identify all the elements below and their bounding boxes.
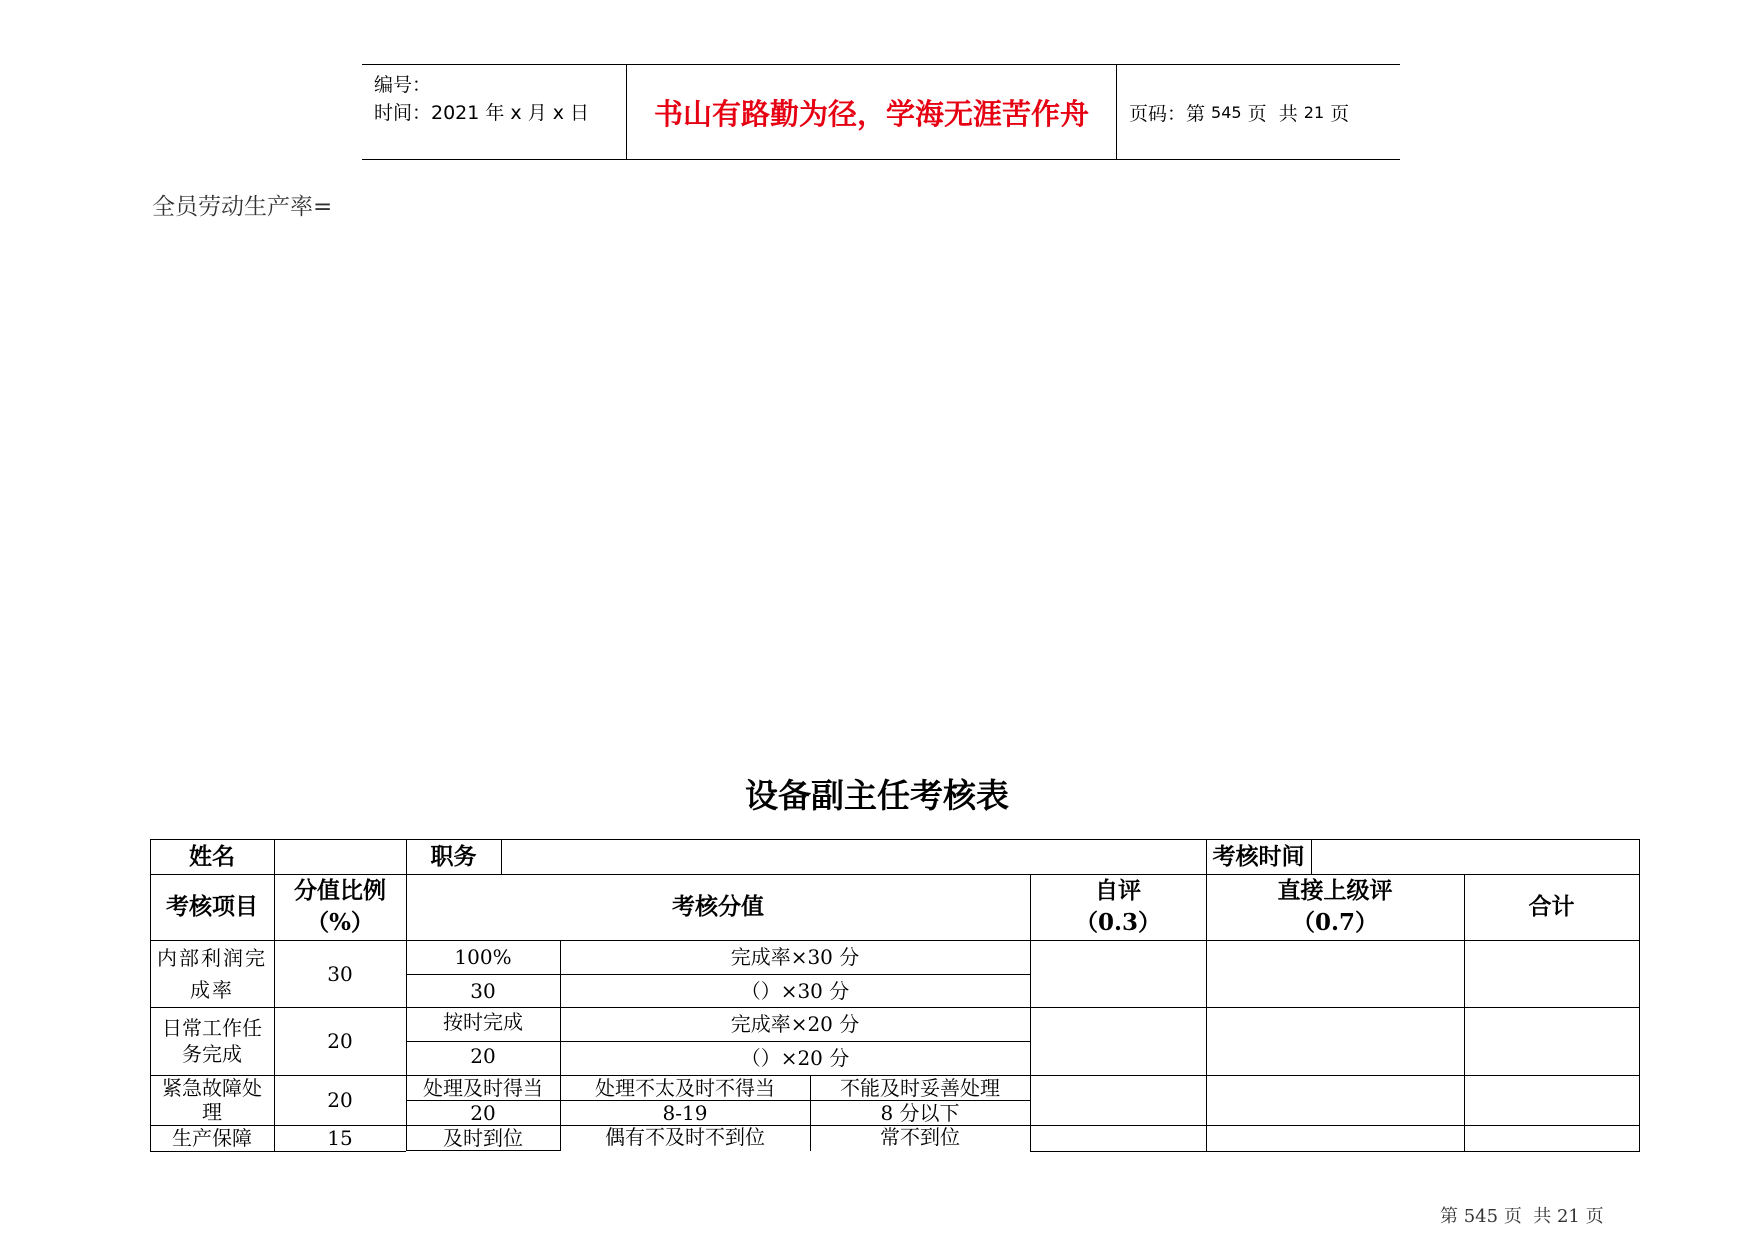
ratio-value: 15 <box>327 1126 353 1150</box>
score-cell: 20 <box>470 1044 496 1068</box>
page-mid: 页 共 <box>1241 102 1304 125</box>
ratio-value: 20 <box>327 1029 353 1053</box>
grid-line <box>501 839 502 874</box>
score-cell: 按时完成 <box>443 1010 523 1034</box>
page-footer <box>1440 1202 1604 1228</box>
score-cell: 处理及时得当 <box>423 1075 543 1100</box>
item-line2: 务完成 <box>182 1042 242 1066</box>
footer-page-total: 21 <box>1556 1206 1580 1227</box>
score-cell: （）×20 分 <box>740 1046 850 1070</box>
footer-prefix: 第 <box>1440 1206 1464 1227</box>
formula-text: 全员劳动生产率= <box>152 194 333 220</box>
supervisor-eval-line1: 直接上级评 <box>1277 877 1393 904</box>
header-motto: 书山有路勤为径，学海无涯苦作舟 <box>627 65 1117 159</box>
ratio-value: 30 <box>327 961 353 986</box>
assessment-time-label: 考核时间 <box>1212 842 1305 870</box>
page-number: 545 <box>1211 102 1242 122</box>
item-line1: 日常工作任 <box>162 1016 262 1040</box>
item-emergency <box>150 1075 274 1125</box>
page-suffix: 页 <box>1324 102 1350 125</box>
score-cell: 常不到位 <box>880 1125 960 1149</box>
supervisor-eval-header <box>1206 874 1464 940</box>
item-line1: 紧急故障处 <box>162 1076 262 1100</box>
ratio-value: 20 <box>327 1088 353 1112</box>
score-cell: 100% <box>454 945 512 969</box>
item-line2: 理 <box>202 1100 222 1124</box>
page-prefix: 页码：第 <box>1129 102 1212 125</box>
score-cell: 完成率×30 分 <box>730 945 860 969</box>
name-label: 姓名 <box>189 842 235 870</box>
score-cell: 及时到位 <box>443 1126 523 1150</box>
grid-line <box>150 839 1640 840</box>
score-cell: 不能及时妥善处理 <box>840 1075 1000 1100</box>
total-header: 合计 <box>1528 893 1575 920</box>
score-cell: 处理不太及时不得当 <box>595 1075 775 1100</box>
ratio-header-line1: 分值比例 <box>294 877 386 904</box>
grid-line <box>1030 1151 1640 1152</box>
item-production: 生产保障 <box>172 1126 252 1150</box>
score-cell: 30 <box>470 978 496 1003</box>
score-cell: 20 <box>470 1100 496 1125</box>
number-label: 编号： <box>374 74 432 96</box>
item-daily-tasks <box>150 1007 274 1075</box>
self-eval-line2: （0.3） <box>1074 909 1161 936</box>
grid-line <box>1311 839 1312 874</box>
footer-mid: 页 共 <box>1498 1206 1557 1227</box>
score-cell: 8-19 <box>662 1100 708 1125</box>
self-eval-line1: 自评 <box>1095 877 1141 904</box>
score-cell: （）×30 分 <box>740 978 850 1003</box>
supervisor-eval-line2: （0.7） <box>1291 909 1378 936</box>
self-eval-header <box>1030 874 1206 940</box>
score-cell: 8 分以下 <box>880 1100 960 1125</box>
score-cell: 完成率×20 分 <box>730 1012 860 1036</box>
score-cell: 偶有不及时不到位 <box>605 1125 765 1149</box>
grid-line <box>1639 839 1640 1151</box>
score-header: 考核分值 <box>672 893 764 920</box>
ratio-header <box>274 874 406 940</box>
grid-line <box>150 1151 406 1152</box>
item-line1: 内部利润完 <box>157 945 267 970</box>
position-label: 职务 <box>430 842 477 870</box>
ratio-header-line2: （%） <box>306 909 374 936</box>
item-header: 考核项目 <box>166 893 258 920</box>
page-total: 21 <box>1303 102 1325 122</box>
footer-suffix: 页 <box>1579 1206 1604 1227</box>
date-label: 时间：2021 年 x 月 x 日 <box>374 102 590 124</box>
table-title: 设备副主任考核表 <box>745 776 1009 815</box>
footer-page-number: 545 <box>1463 1206 1499 1227</box>
item-line2: 成率 <box>190 977 234 1002</box>
item-internal-profit <box>150 940 274 1007</box>
